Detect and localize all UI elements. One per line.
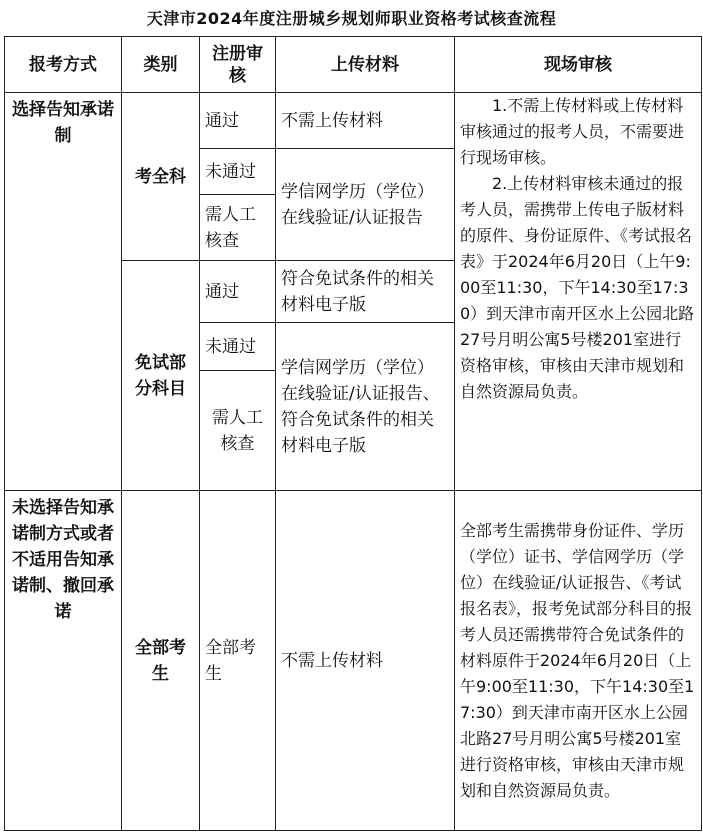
header-upload: 上传材料 <box>276 37 455 93</box>
upload-cell: 不需上传材料 <box>276 491 455 831</box>
header-row <box>5 37 702 93</box>
review-cell: 通过 <box>200 93 276 149</box>
upload-cell: 学信网学历（学位）在线验证/认证报告 <box>276 149 455 261</box>
table-row <box>5 93 702 149</box>
category-cell: 全部考生 <box>122 491 200 831</box>
upload-cell: 学信网学历（学位）在线验证/认证报告、符合免试条件的相关材料电子版 <box>276 323 455 491</box>
review-cell: 未通过 <box>200 149 276 195</box>
category-cell: 考全科 <box>122 93 200 261</box>
upload-cell: 符合免试条件的相关材料电子版 <box>276 261 455 323</box>
table-row <box>5 491 702 831</box>
upload-cell: 不需上传材料 <box>276 93 455 149</box>
review-cell: 需人工核查 <box>200 195 276 261</box>
onsite-cell: 全部考生需携带身份证件、学历（学位）证书、学信网学历（学位）在线验证/认证报告、《考试报名表》，报考免试部分科目的报考人员还需携带符合免试条件的材料原件于2024年6月20日（上午9:00至11:30，下午14:30至17:30）到天津市南开区水上公园北路27号月明公寓5号楼201室进行资格审核，审核由天津市规划和自然资源局负责。 <box>455 491 702 831</box>
method-cell: 未选择告知承诺制方式或者不适用告知承诺制、撤回承诺 <box>5 491 122 831</box>
page-title: 天津市2024年度注册城乡规划师职业资格考试核查流程 <box>146 9 557 28</box>
header-method: 报考方式 <box>5 37 122 93</box>
review-cell: 需人工核查 <box>200 371 276 491</box>
category-cell: 免试部分科目 <box>122 261 200 491</box>
review-cell: 未通过 <box>200 323 276 371</box>
process-table <box>4 36 702 831</box>
header-category: 类别 <box>122 37 200 93</box>
header-onsite: 现场审核 <box>455 37 702 93</box>
review-cell: 通过 <box>200 261 276 323</box>
method-cell: 选择告知承诺制 <box>5 93 122 491</box>
review-cell: 全部考生 <box>200 491 276 831</box>
onsite-note-2: 2.上传材料审核未通过的报考人员，需携带上传电子版材料的原件、身份证原件、《考试报名表》于2024年6月20日（上午9:00至11:30，下午14:30至17:30）到天津市南开区水上公园北路27号月明公寓5号楼201室进行资格审核，审核由天津市规划和自然资源局负责。 <box>460 174 695 401</box>
header-review: 注册审核 <box>200 37 276 93</box>
onsite-cell <box>455 93 702 491</box>
onsite-note-1: 1.不需上传材料或上传材料审核通过的报考人员，不需要进行现场审核。 <box>460 96 685 167</box>
